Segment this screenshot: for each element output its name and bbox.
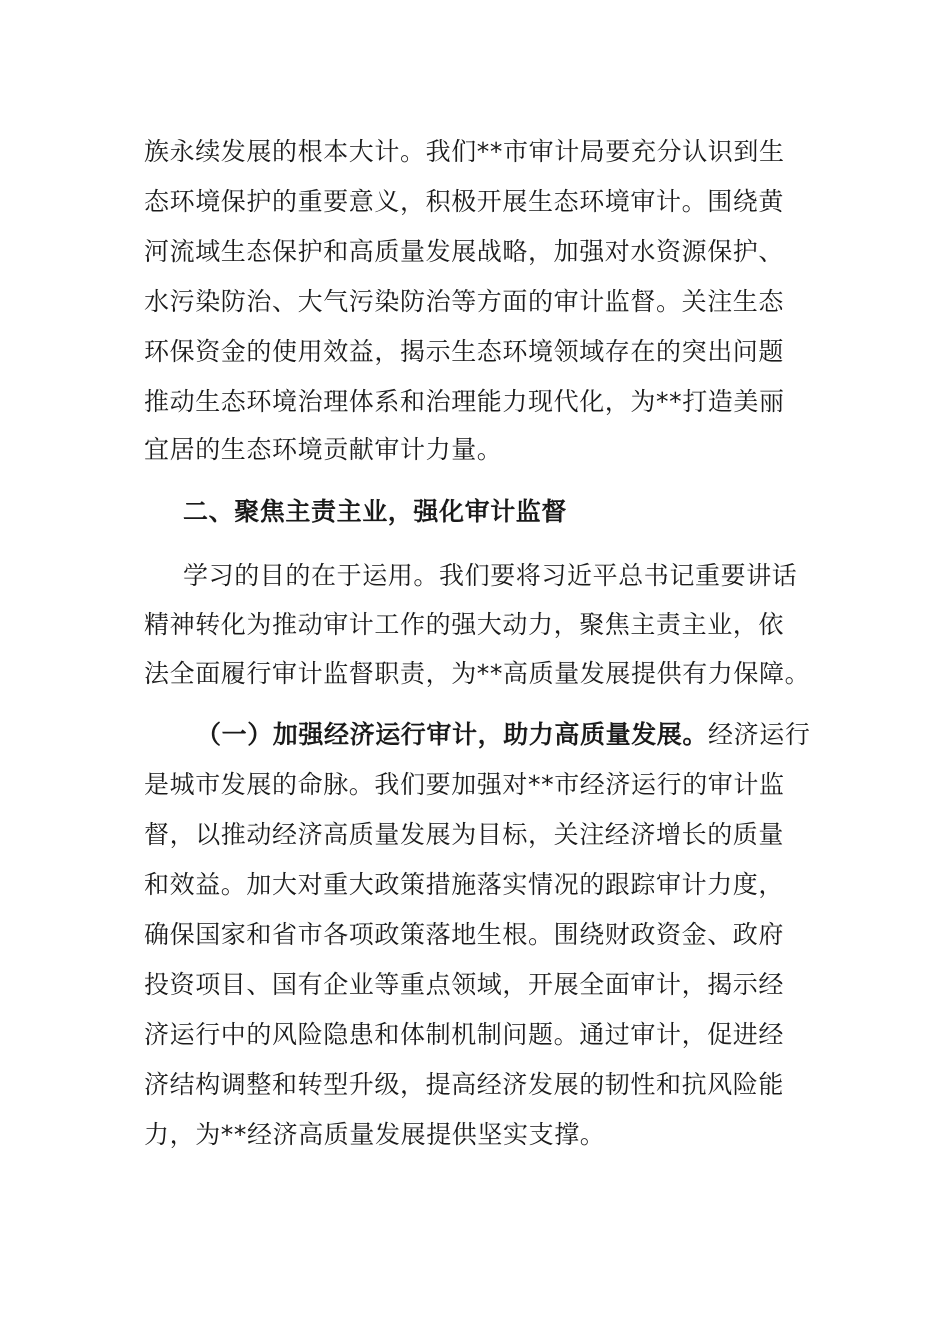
text-line: 法全面履行审计监督职责，为**高质量发展提供有力保障。: [144, 659, 811, 688]
subsection-heading: （一）加强经济运行审计，助力高质量发展。: [196, 720, 709, 749]
text-line: 和效益。加大对重大政策措施落实情况的跟踪审计力度，: [144, 870, 785, 899]
text-line: 族永续发展的根本大计。我们**市审计局要充分认识到生: [144, 137, 785, 166]
text-run: 经济运行: [708, 720, 811, 749]
text-line: [196, 717, 814, 753]
text-line: 学习的目的在于运用。我们要将习近平总书记重要讲话: [183, 561, 798, 590]
text-line: 宜居的生态环境贡献审计力量。: [144, 435, 503, 464]
text-line: 态环境保护的重要意义，积极开展生态环境审计。围绕黄: [144, 187, 785, 216]
text-line: 水污染防治、大气污染防治等方面的审计监督。关注生态: [144, 287, 785, 316]
text-line: 确保国家和省市各项政策落地生根。围绕财政资金、政府: [144, 920, 785, 949]
text-line: 力，为**经济高质量发展提供坚实支撑。: [144, 1120, 606, 1149]
text-line: 投资项目、国有企业等重点领域，开展全面审计，揭示经: [144, 970, 785, 999]
text-line: 是城市发展的命脉。我们要加强对**市经济运行的审计监: [144, 770, 785, 799]
section-heading: 二、聚焦主责主业，强化审计监督: [183, 497, 568, 526]
text-line: 精神转化为推动审计工作的强大动力，聚焦主责主业，依: [144, 610, 785, 639]
text-line: 济运行中的风险隐患和体制机制问题。通过审计，促进经: [144, 1020, 785, 1049]
text-line: 河流域生态保护和高质量发展战略，加强对水资源保护、: [144, 237, 785, 266]
text-line: 督，以推动经济高质量发展为目标，关注经济增长的质量: [144, 820, 785, 849]
text-line: 环保资金的使用效益，揭示生态环境领域存在的突出问题: [144, 337, 785, 366]
text-line: 推动生态环境治理体系和治理能力现代化，为**打造美丽: [144, 387, 785, 416]
text-line: 济结构调整和转型升级，提高经济发展的韧性和抗风险能: [144, 1070, 785, 1099]
